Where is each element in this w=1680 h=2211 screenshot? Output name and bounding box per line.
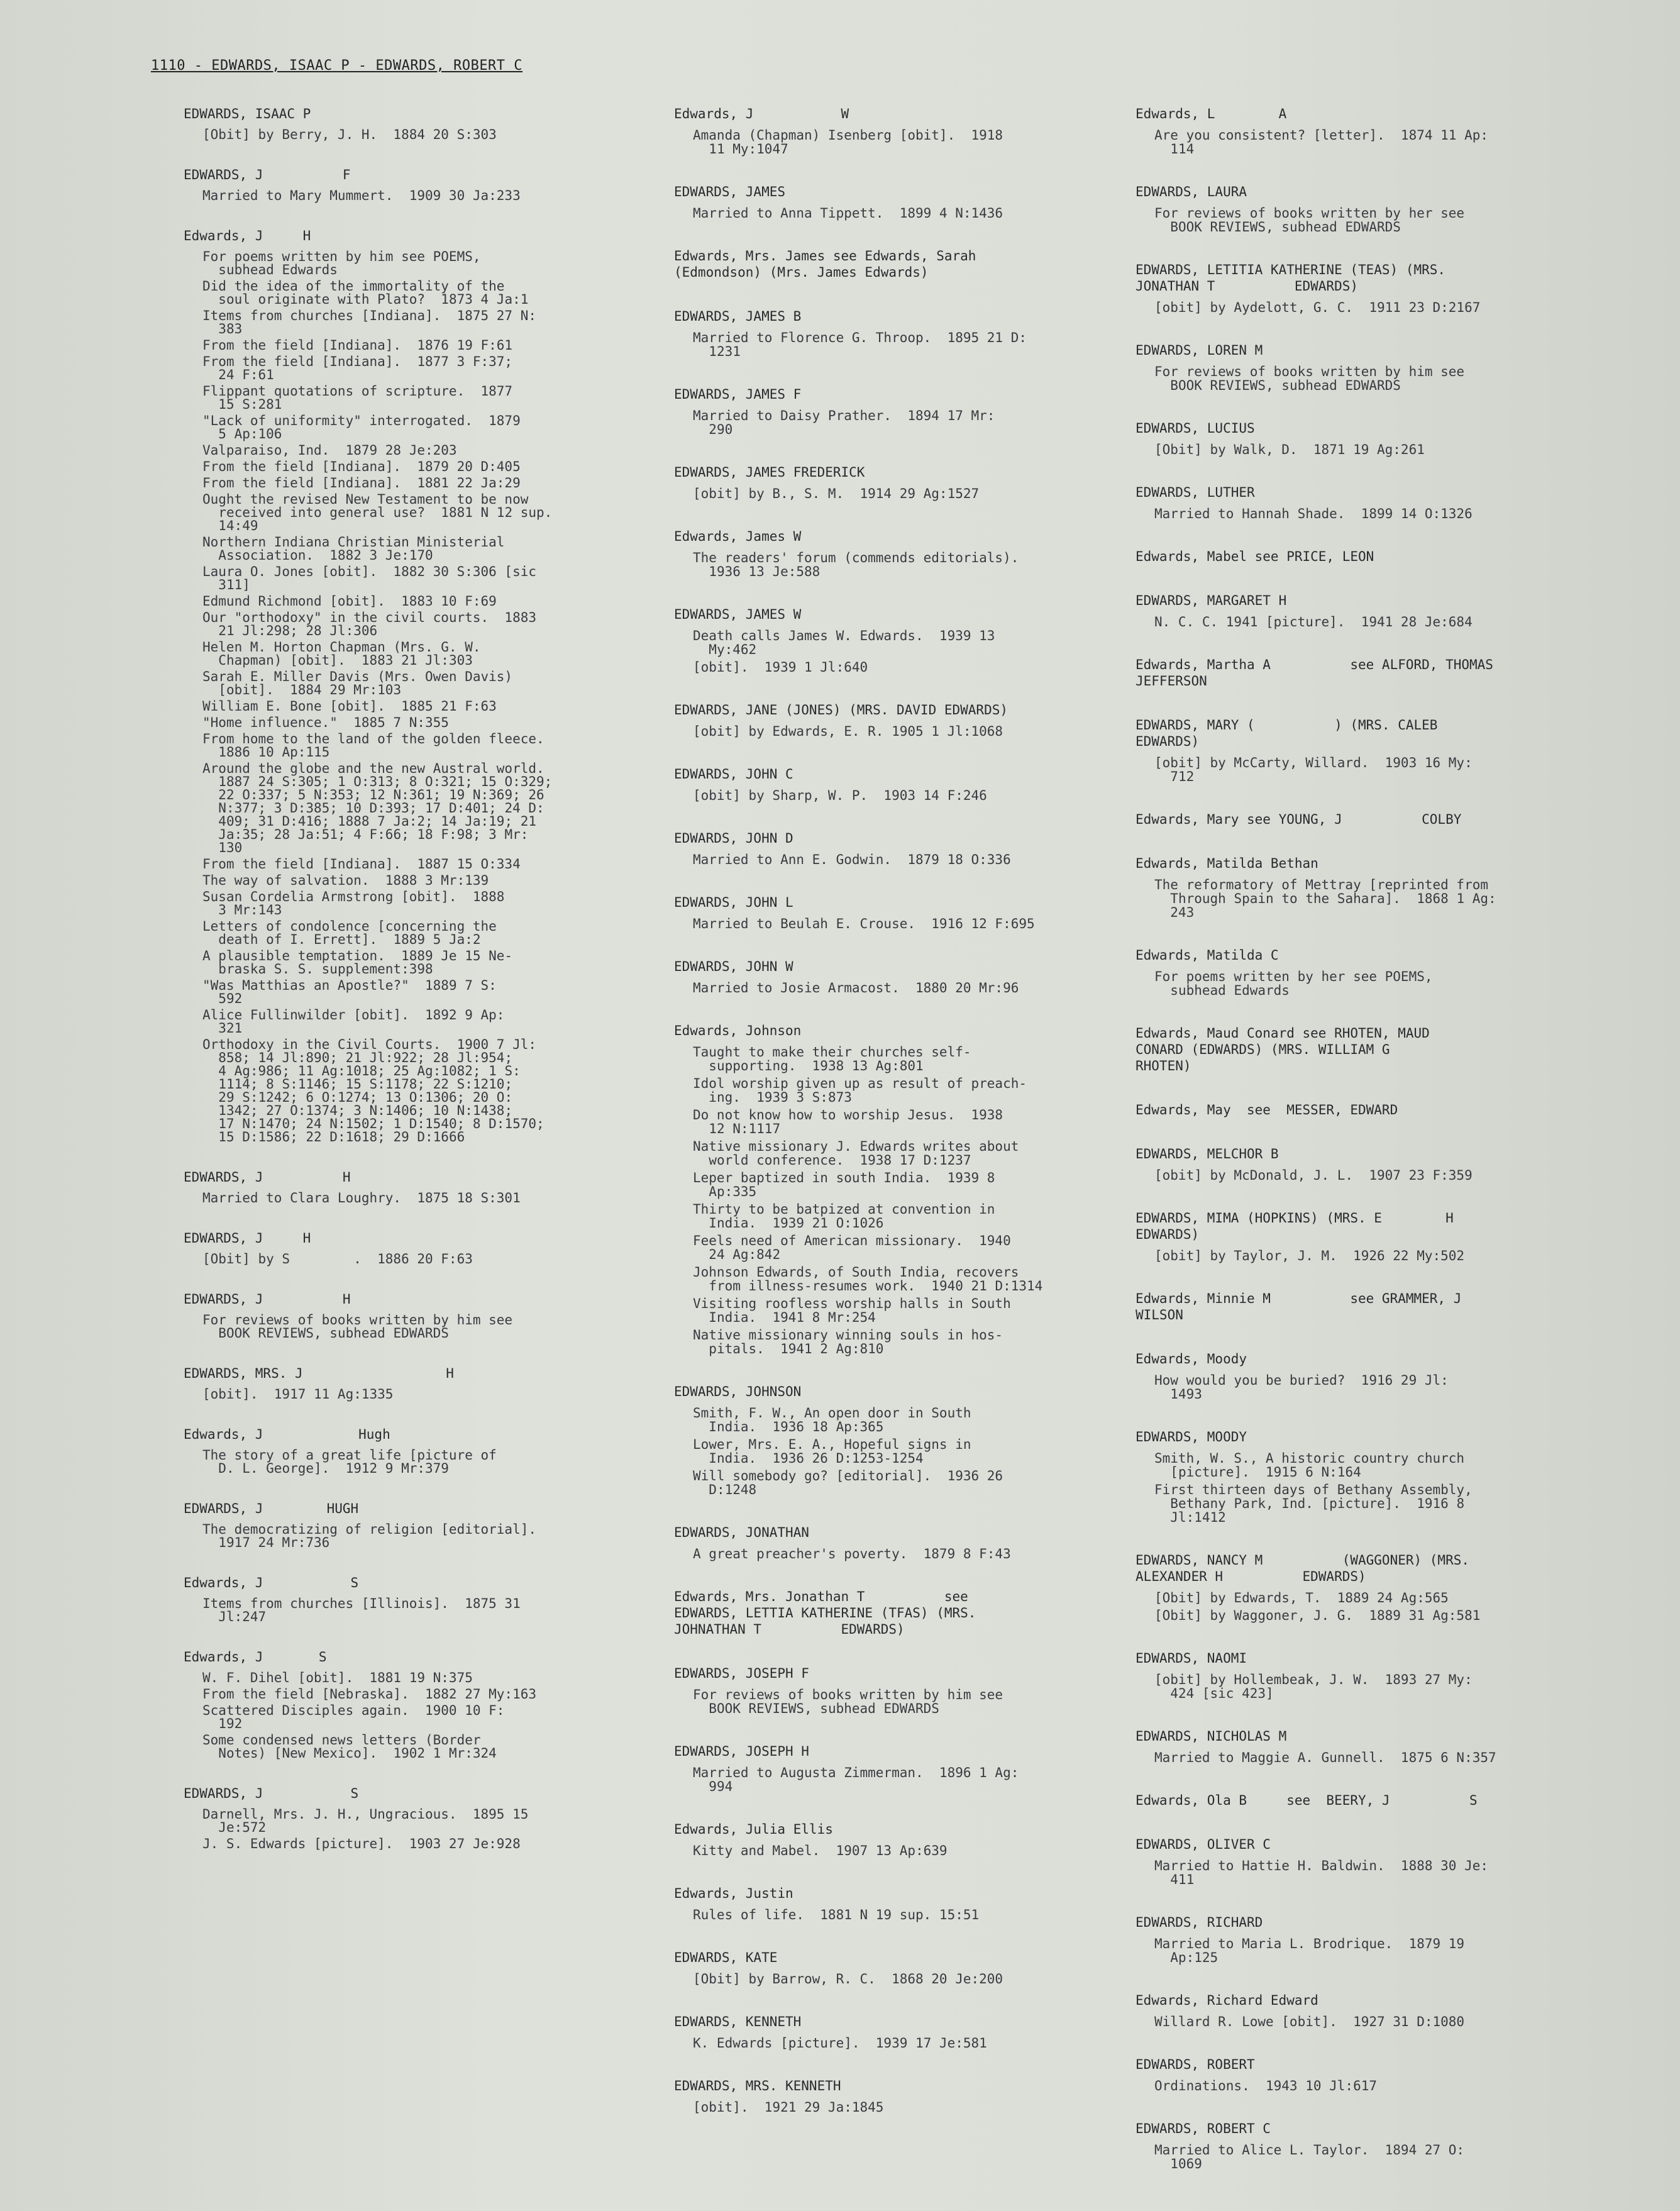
index-column-1 [184,106,649,1876]
index-entry [184,1575,649,1624]
index-entry [674,184,1133,220]
entry-citation: [obit] by Edwards, E. R. 1905 1 Jl:1068 [693,724,1003,739]
entry-citation: Our "orthodoxy" in the civil courts. 1883 21 Jl:298; 28 Jl:306 [202,610,537,638]
entry-heading: EDWARDS, MOODY [1136,1429,1247,1444]
entry-citation: Married to Florence G. Throop. 1895 21 D: 1231 [693,330,1027,359]
index-entry [184,1649,649,1760]
entry-citation: Native missionary winning souls in hos- pitals. 1941 2 Ag:810 [693,1327,1003,1356]
entry-heading: EDWARDS, NAOMI [1136,1651,1247,1666]
entry-citation: The way of salvation. 1888 3 Mr:139 [202,873,489,888]
entry-heading: EDWARDS, LETITIA KATHERINE (TEAS) (MRS. JONATHAN T EDWARDS) [1136,262,1446,294]
entry-heading: EDWARDS, JOHNSON [674,1384,802,1399]
index-entry [1136,1914,1588,1964]
entry-heading: Edwards, Matilda C [1136,948,1279,963]
index-entry [674,1949,1133,1986]
entry-heading: EDWARDS, MARY ( ) (MRS. CALEB EDWARDS) [1136,718,1438,749]
entry-heading: EDWARDS, JOSEPH F [674,1666,809,1681]
index-entry [674,2014,1133,2050]
entry-citation: Alice Fullinwilder [obit]. 1892 9 Ap: 321 [202,1007,505,1036]
entry-heading: EDWARDS, KENNETH [674,2014,802,2029]
entry-heading: EDWARDS, ROBERT [1136,2057,1255,2072]
entry-citation: For reviews of books written by her see BOOK REVIEWS, subhead EDWARDS [1154,206,1465,235]
entry-citation: Married to Daisy Prather. 1894 17 Mr: 290 [693,408,995,437]
entry-heading: EDWARDS, KATE [674,1950,778,1965]
entry-citation: Lower, Mrs. E. A., Hopeful signs in India. 1936 26 D:1253-1254 [693,1437,971,1466]
index-entry [1136,947,1588,997]
entry-citation: Idol worship given up as result of preach- ing. 1939 3 S:873 [693,1076,1027,1105]
entry-citation: From the field [Nebraska]. 1882 27 My:163 [202,1687,537,1702]
entry-heading: Edwards, James W [674,529,802,544]
entry-heading: Edwards, Richard Edward [1136,1993,1318,2008]
index-entry [1136,420,1588,457]
entry-citation: From the field [Indiana]. 1877 3 F:37; 24 F:61 [202,354,513,382]
entry-heading: EDWARDS, MRS. J H [184,1366,454,1381]
index-entry [184,1500,649,1549]
index-entry [674,308,1133,358]
entry-heading: Edwards, Justin [674,1886,793,1901]
entry-citation: The reformatory of Mettray [reprinted from Through Spain to the Sahara]. 1868 1 Ag: 243 [1154,877,1496,920]
index-entry [674,1588,1133,1637]
index-entry [1136,1552,1588,1622]
entry-citation: "Was Matthias an Apostle?" 1889 7 S: 592 [202,978,497,1006]
entry-heading: EDWARDS, J HUGH [184,1501,359,1516]
index-column-2 [674,106,1133,2142]
entry-citation: Married to Anna Tippett. 1899 4 N:1436 [693,206,1003,221]
entry-citation: Ought the revised New Testament to be now received into general use? 1881 N 12 sup. 14:49 [202,492,553,533]
entry-heading: EDWARDS, JAMES [674,184,786,199]
entry-citation: From home to the land of the golden fleece. 1886 10 Ap:115 [202,731,544,760]
entry-citation: [obit] by Aydelott, G. C. 1911 23 D:2167 [1154,300,1481,315]
entry-citation: For reviews of books written by him see BOOK REVIEWS, subhead EDWARDS [202,1312,513,1341]
entry-citation: Edmund Richmond [obit]. 1883 10 F:69 [202,594,497,609]
entry-heading: EDWARDS, MELCHOR B [1136,1146,1279,1161]
index-entry [1136,548,1588,565]
index-entry [184,167,649,202]
entry-heading: EDWARDS, JOSEPH H [674,1744,809,1759]
index-entry [674,1022,1133,1356]
entry-citation: Married to Alice L. Taylor. 1894 27 O: 1069 [1154,2142,1465,2171]
entry-citation: Smith, W. S., A historic country church [picture]. 1915 6 N:164 [1154,1451,1465,1480]
entry-citation: From the field [Indiana]. 1881 22 Ja:29 [202,475,521,490]
entry-citation: Thirty to be batpized at convention in India. 1939 21 O:1026 [693,1202,995,1231]
index-entry [674,894,1133,931]
entry-heading: EDWARDS, NICHOLAS M [1136,1729,1287,1744]
entry-citation: For reviews of books written by him see BOOK REVIEWS, subhead EDWARDS [693,1687,1003,1716]
entry-citation: Smith, F. W., An open door in South India. 1936 18 Ap:365 [693,1405,971,1434]
entry-citation: William E. Bone [obit]. 1885 21 F:63 [202,699,497,714]
entry-citation: [obit] by Hollembeak, J. W. 1893 27 My: 424 [sic 423] [1154,1672,1473,1701]
entry-heading: Edwards, J S [184,1649,327,1665]
entry-heading: Edwards, Mabel see PRICE, LEON [1136,549,1374,564]
index-entry [674,1743,1133,1793]
entry-heading: EDWARDS, JAMES F [674,387,802,402]
entry-heading: Edwards, Mary see YOUNG, J COLBY [1136,812,1462,827]
entry-heading: EDWARDS, JOHN C [674,767,793,782]
entry-citation: Items from churches [Illinois]. 1875 31 Jl:247 [202,1596,521,1624]
index-entry [1136,811,1588,828]
entry-heading: EDWARDS, ISAAC P [184,106,311,121]
index-entry [1136,1290,1588,1323]
index-entry [1136,657,1588,689]
entry-heading: EDWARDS, JAMES FREDERICK [674,465,865,480]
entry-citation: Native missionary J. Edwards writes about world conference. 1938 17 D:1237 [693,1139,1019,1168]
entry-heading: EDWARDS, JAMES B [674,309,802,324]
entry-heading: Edwards, Moody [1136,1351,1247,1366]
entry-heading: EDWARDS, LAURA [1136,184,1247,199]
entry-citation: Susan Cordelia Armstrong [obit]. 1888 3 Mr:143 [202,889,505,917]
entry-heading: EDWARDS, MIMA (HOPKINS) (MRS. E H EDWARDS) [1136,1211,1454,1242]
index-entry [1136,106,1588,156]
entry-heading: Edwards, J Hugh [184,1427,390,1442]
entry-citation: Rules of life. 1881 N 19 sup. 15:51 [693,1907,980,1922]
entry-citation: Married to Maggie A. Gunnell. 1875 6 N:357 [1154,1750,1496,1765]
entry-citation: "Lack of uniformity" interrogated. 1879 5 Ap:106 [202,413,521,441]
entry-heading: EDWARDS, MARGARET H [1136,593,1287,608]
index-entry [1136,1836,1588,1887]
entry-citation: From the field [Indiana]. 1876 19 F:61 [202,338,513,353]
entry-citation: Married to Mary Mummert. 1909 30 Ja:233 [202,188,521,203]
entry-heading: EDWARDS, JAMES W [674,607,802,622]
entry-heading: EDWARDS, J F [184,167,351,182]
entry-citation: The readers' forum (commends editorials). 1936 13 Je:588 [693,550,1019,579]
entry-citation: Leper baptized in south India. 1939 8 Ap:335 [693,1170,995,1199]
entry-heading: Edwards, Matilda Bethan [1136,856,1318,871]
entry-citation: A plausible temptation. 1889 Je 15 Ne- braska S. S. supplement:398 [202,948,513,977]
entry-heading: Edwards, Mrs. James see Edwards, Sarah (Edmondson) (Mrs. James Edwards) [674,248,976,280]
index-entry [184,1785,649,1851]
index-entry [1136,1210,1588,1263]
entry-citation: Taught to make their churches self- supporting. 1938 13 Ag:801 [693,1045,971,1073]
index-entry [1136,2056,1588,2093]
entry-citation: [obit]. 1939 1 Jl:640 [693,660,868,675]
entry-citation: For reviews of books written by him see BOOK REVIEWS, subhead EDWARDS [1154,364,1465,393]
entry-heading: EDWARDS, MRS. KENNETH [674,2078,841,2093]
index-entry [674,1524,1133,1561]
entry-heading: EDWARDS, JOHN D [674,831,793,846]
entry-citation: Helen M. Horton Chapman (Mrs. G. W. Chapman) [obit]. 1883 21 Jl:303 [202,640,481,668]
entry-citation: Death calls James W. Edwards. 1939 13 My:462 [693,628,995,657]
entry-heading: EDWARDS, LUCIUS [1136,421,1255,436]
index-entry [184,106,649,141]
index-entry [1136,484,1588,521]
entry-citation: Will somebody go? [editorial]. 1936 26 D:1248 [693,1468,1003,1497]
index-entry [674,464,1133,501]
entry-citation: [obit] by McCarty, Willard. 1903 16 My: 712 [1154,755,1473,784]
entry-citation: Some condensed news letters (Border Notes) [New Mexico]. 1902 1 Mr:324 [202,1732,497,1761]
entry-citation: [Obit] by Edwards, T. 1889 24 Ag:565 [1154,1590,1449,1605]
entry-citation: Married to Hattie H. Baldwin. 1888 30 Je: 411 [1154,1858,1489,1887]
index-entry [1136,1728,1588,1765]
entry-citation: Willard R. Lowe [obit]. 1927 31 D:1080 [1154,2014,1465,2029]
entry-citation: J. S. Edwards [picture]. 1903 27 Je:928 [202,1836,521,1851]
entry-heading: Edwards, J S [184,1575,359,1590]
index-entry [1136,342,1588,392]
index-entry [184,228,649,1144]
running-head: 1110 - EDWARDS, ISAAC P - EDWARDS, ROBERT C [151,58,523,74]
entry-heading: Edwards, J W [674,106,849,121]
entry-citation: Valparaiso, Ind. 1879 28 Je:203 [202,443,457,458]
entry-citation: A great preacher's poverty. 1879 8 F:43 [693,1546,1011,1561]
index-entry [1136,262,1588,314]
index-entry [674,1665,1133,1715]
entry-citation: Married to Augusta Zimmerman. 1896 1 Ag: 994 [693,1765,1019,1794]
index-entry [1136,1025,1588,1074]
entry-heading: EDWARDS, JOHN L [674,895,793,910]
entry-citation: [Obit] by Berry, J. H. 1884 20 S:303 [202,127,497,142]
entry-citation: [obit] by Sharp, W. P. 1903 14 F:246 [693,788,987,803]
entry-citation: Married to Beulah E. Crouse. 1916 12 F:695 [693,916,1035,931]
entry-citation: [obit]. 1917 11 Ag:1335 [202,1387,394,1402]
entry-citation: Northern Indiana Christian Ministerial Association. 1882 3 Je:170 [202,535,505,563]
entry-citation: From the field [Indiana]. 1879 20 D:405 [202,459,521,474]
entry-heading: Edwards, L A [1136,106,1287,121]
entry-heading: EDWARDS, LOREN M [1136,343,1263,358]
index-entry [1136,1102,1588,1118]
entry-citation: Darnell, Mrs. J. H., Ungracious. 1895 15 Je:572 [202,1807,529,1835]
index-entry [184,1426,649,1475]
entry-citation: Married to Hannah Shade. 1899 14 O:1326 [1154,506,1473,521]
index-entry [184,1291,649,1340]
entry-citation: For poems written by him see POEMS, subhead Edwards [202,249,481,277]
entry-citation: Around the globe and the new Austral world. 1887 24 S:305; 1 O:313; 8 O:321; 15 O:329; 22 O:337; 5 N:353; 12 N:361; 19 N:369; 26 N:377; 3 D:385; 10 D:393; 17 D:401; 24 D: 409; 31 D:416; 1888 7 Ja:2; 14 Ja:19; 21 Ja:35; 28 Ja:51; 4 F:66; 18 F:98; 3 Mr: 130 [202,761,553,855]
entry-heading: EDWARDS, JOHN W [674,959,793,974]
index-entry [674,1383,1133,1497]
entry-citation: Did the idea of the immortality of the soul originate with Plato? 1873 4 Ja:1 [202,279,529,307]
entry-citation: W. F. Dihel [obit]. 1881 19 N:375 [202,1670,473,1685]
index-entry [674,958,1133,995]
entry-heading: EDWARDS, J H [184,1170,351,1185]
entry-citation: Feels need of American missionary. 1940 24 Ag:842 [693,1233,1011,1262]
index-entry [1136,1792,1588,1809]
index-entry [1136,1146,1588,1182]
index-entry [1136,592,1588,629]
entry-citation: "Home influence." 1885 7 N:355 [202,715,449,730]
entry-heading: EDWARDS, JONATHAN [674,1525,809,1540]
entry-citation: How would you be buried? 1916 29 Jl: 1493 [1154,1373,1449,1402]
entry-heading: Edwards, Mrs. Jonathan T see EDWARDS, LETTIA KATHERINE (TFAS) (MRS. JOHNATHAN T EDWARDS) [674,1589,976,1637]
entry-citation: [Obit] by S . 1886 20 F:63 [202,1251,473,1266]
entry-heading: EDWARDS, JANE (JONES) (MRS. DAVID EDWARDS) [674,702,1009,718]
entry-citation: Married to Clara Loughry. 1875 18 S:301 [202,1190,521,1205]
index-entry [1136,717,1588,784]
entry-heading: EDWARDS, J H [184,1292,351,1307]
index-entry [184,1169,649,1205]
entry-heading: EDWARDS, LUTHER [1136,485,1255,500]
entry-heading: Edwards, Ola B see BEERY, J S [1136,1793,1478,1808]
entry-citation: Johnson Edwards, of South India, recovers from illness-resumes work. 1940 21 D:1314 [693,1265,1043,1294]
index-entry [1136,1650,1588,1700]
entry-citation: First thirteen days of Bethany Assembly, Bethany Park, Ind. [picture]. 1916 8 Jl:1412 [1154,1482,1473,1525]
index-entry [674,386,1133,436]
entry-citation: [obit]. 1921 29 Ja:1845 [693,2100,884,2115]
index-entry [1136,1992,1588,2029]
entry-citation: K. Edwards [picture]. 1939 17 Je:581 [693,2036,987,2051]
entry-citation: Do not know how to worship Jesus. 1938 12 N:1117 [693,1107,1003,1136]
index-entry [1136,1351,1588,1401]
entry-heading: EDWARDS, ROBERT C [1136,2121,1271,2136]
index-entry [1136,1429,1588,1524]
entry-citation: Letters of condolence [concerning the death of I. Errett]. 1889 5 Ja:2 [202,919,497,947]
index-column-3 [1136,106,1588,2198]
entry-citation: The democratizing of religion [editorial]. 1917 24 Mr:736 [202,1522,537,1550]
entry-heading: EDWARDS, NANCY M (WAGGONER) (MRS. ALEXANDER H EDWARDS) [1136,1553,1470,1584]
entry-citation: Married to Ann E. Godwin. 1879 18 O:336 [693,852,1011,867]
entry-citation: [obit] by Taylor, J. M. 1926 22 My:502 [1154,1248,1465,1263]
index-entry [674,830,1133,867]
entry-heading: Edwards, Julia Ellis [674,1822,833,1837]
entry-citation: [Obit] by Walk, D. 1871 19 Ag:261 [1154,442,1425,457]
entry-citation: Laura O. Jones [obit]. 1882 30 S:306 [sic 311] [202,564,537,592]
entry-citation: [obit] by McDonald, J. L. 1907 23 F:359 [1154,1168,1473,1183]
entry-heading: EDWARDS, J H [184,1231,311,1246]
index-entry [674,1821,1133,1858]
entry-heading: Edwards, Johnson [674,1023,802,1038]
entry-heading: Edwards, Minnie M see GRAMMER, J WILSON [1136,1291,1462,1322]
entry-citation: The story of a great life [picture of D. L. George]. 1912 9 Mr:379 [202,1448,497,1476]
index-entry [674,606,1133,674]
index-entry [674,766,1133,802]
entry-citation: Items from churches [Indiana]. 1875 27 N: 383 [202,308,537,336]
index-entry [1136,184,1588,234]
entry-citation: Amanda (Chapman) Isenberg [obit]. 1918 11 My:1047 [693,128,1003,157]
entry-heading: Edwards, May see MESSER, EDWARD [1136,1102,1398,1117]
entry-citation: Sarah E. Miller Davis (Mrs. Owen Davis) [obit]. 1884 29 Mr:103 [202,669,513,697]
entry-heading: EDWARDS, RICHARD [1136,1915,1263,1930]
entry-citation: N. C. C. 1941 [picture]. 1941 28 Je:684 [1154,614,1473,629]
index-entry [674,2078,1133,2114]
entry-heading: EDWARDS, OLIVER C [1136,1837,1271,1852]
entry-citation: Are you consistent? [letter]. 1874 11 Ap: 114 [1154,128,1489,157]
index-entry [674,702,1133,738]
entry-citation: Flippant quotations of scripture. 1877 15 S:281 [202,384,513,412]
entry-heading: Edwards, Martha A see ALFORD, THOMAS JEFFERSON [1136,657,1493,689]
entry-citation: Orthodoxy in the Civil Courts. 1900 7 Jl: 858; 14 Jl:890; 21 Jl:922; 28 Jl:954; 4 Ag:986; 11 Ag:1018; 25 Ag:1082; 1 S: 1114; 8 S:1146; 15 S:1178; 22 S:1210; 29 S:1242; 6 O:1274; 13 O:1306; 20 O: 1342; 27 O:1374; 3 N:1406; 10 N:1438; 17 N:1470; 24 N:1502; 1 D:1540; 8 D:1570; 15 D:1586; 22 D:1618; 29 D:1666 [202,1037,544,1144]
entry-citation: Kitty and Mabel. 1907 13 Ap:639 [693,1843,948,1858]
index-entry [184,1365,649,1401]
index-entry [674,1885,1133,1922]
entry-citation: From the field [Indiana]. 1887 15 O:334 [202,856,521,872]
index-entry [674,528,1133,579]
entry-citation: [obit] by B., S. M. 1914 29 Ag:1527 [693,486,980,501]
index-entry [674,248,1133,280]
index-entry [1136,855,1588,919]
entry-citation: For poems written by her see POEMS, subhead Edwards [1154,969,1433,998]
entry-heading: Edwards, J H [184,228,311,243]
entry-citation: Visiting roofless worship halls in South India. 1941 8 Mr:254 [693,1296,1011,1325]
entry-citation: Ordinations. 1943 10 Jl:617 [1154,2078,1378,2093]
entry-heading: EDWARDS, J S [184,1786,359,1801]
index-entry [674,106,1133,156]
index-entry [1136,2120,1588,2171]
index-entry [184,1230,649,1266]
entry-citation: Scattered Disciples again. 1900 10 F: 192 [202,1703,505,1731]
entry-citation: Married to Maria L. Brodrique. 1879 19 Ap:125 [1154,1936,1465,1965]
entry-citation: [Obit] by Barrow, R. C. 1868 20 Je:200 [693,1971,1003,1987]
entry-citation: [Obit] by Waggoner, J. G. 1889 31 Ag:581 [1154,1608,1481,1623]
entry-citation: Married to Josie Armacost. 1880 20 Mr:96 [693,980,1019,995]
entry-heading: Edwards, Maud Conard see RHOTEN, MAUD CONARD (EDWARDS) (MRS. WILLIAM G RHOTEN) [1136,1026,1430,1073]
